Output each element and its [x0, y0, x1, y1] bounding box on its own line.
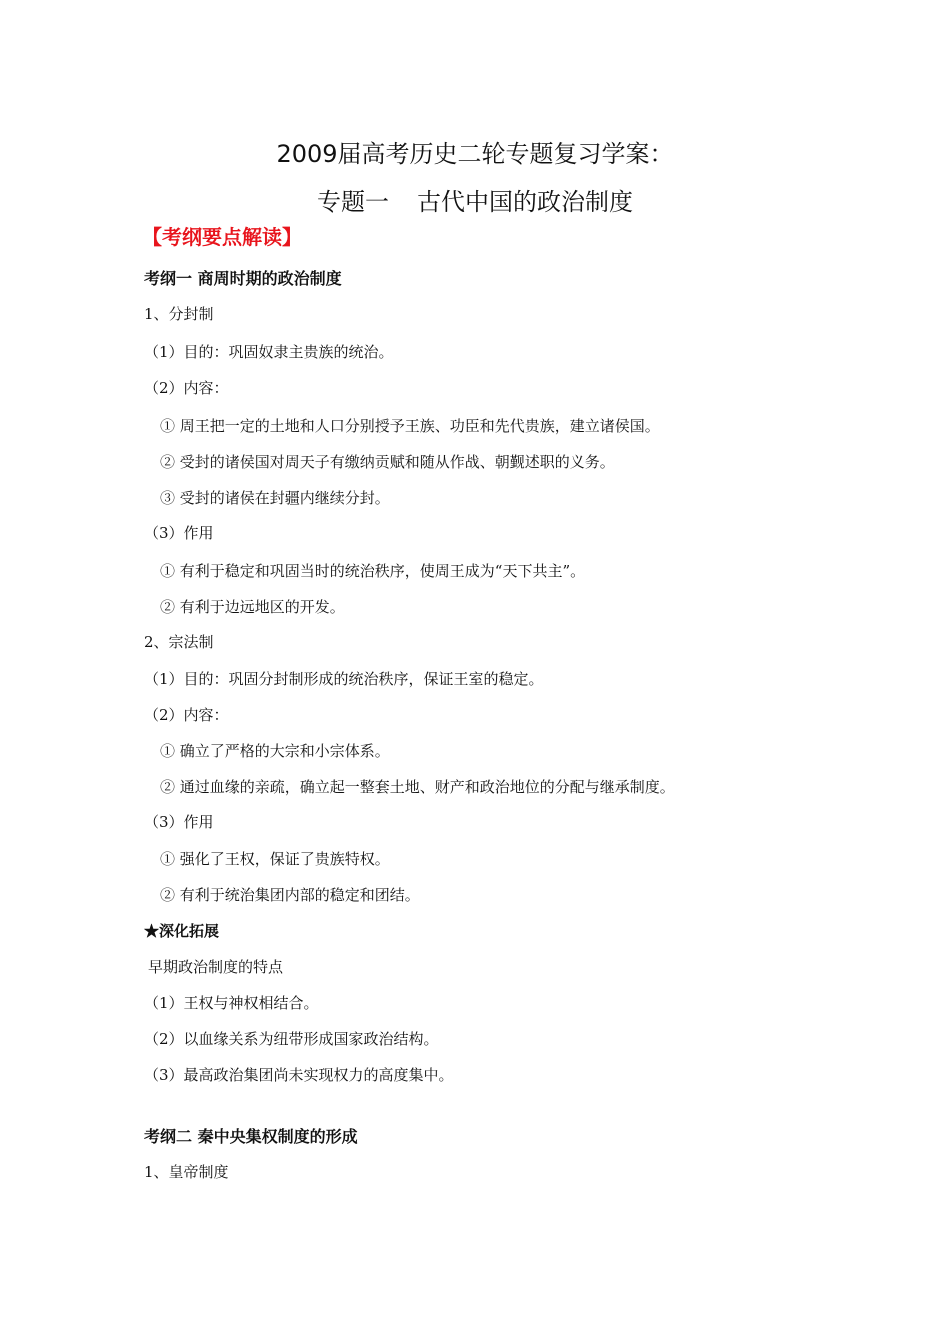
item2-purpose: （1）目的：巩固分封制形成的统治秩序，保证王室的稳定。 [144, 670, 544, 688]
item1-purpose: （1）目的：巩固奴隶主贵族的统治。 [144, 343, 394, 361]
section2-item1-title: 1、皇帝制度 [144, 1163, 229, 1181]
extension-point-1: （1）王权与神权相结合。 [144, 994, 319, 1012]
item2-content-label: （2）内容： [144, 706, 229, 724]
item2-effect-2: ② 有利于统治集团内部的稳定和团结。 [160, 886, 420, 904]
item2-effect-1: ① 强化了王权，保证了贵族特权。 [160, 850, 390, 868]
extension-point-3: （3）最高政治集团尚未实现权力的高度集中。 [144, 1066, 454, 1084]
item2-content-1: ① 确立了严格的大宗和小宗体系。 [160, 742, 390, 760]
doc-title-line1: 2009届高考历史二轮专题复习学案： [276, 140, 674, 168]
item2-content-2: ② 通过血缘的亲疏，确立起一整套土地、财产和政治地位的分配与继承制度。 [160, 778, 675, 796]
section2-heading: 考纲二 秦中央集权制度的形成 [144, 1127, 358, 1146]
item2-effect-label: （3）作用 [144, 813, 214, 831]
outline-header: 【考纲要点解读】 [142, 225, 302, 249]
topic-number: 专题一 [317, 188, 389, 216]
item1-content-label: （2）内容： [144, 379, 229, 397]
item1-effect-1: ① 有利于稳定和巩固当时的统治秩序，使周王成为“天下共主”。 [160, 562, 586, 580]
item1-content-1: ① 周王把一定的土地和人口分别授予王族、功臣和先代贵族，建立诸侯国。 [160, 417, 660, 435]
item1-content-3: ③ 受封的诸侯在封疆内继续分封。 [160, 489, 390, 507]
extension-point-2: （2）以血缘关系为纽带形成国家政治结构。 [144, 1030, 439, 1048]
extension-heading: ★深化拓展 [144, 922, 220, 940]
item1-content-2: ② 受封的诸侯国对周天子有缴纳贡赋和随从作战、朝觐述职的义务。 [160, 453, 615, 471]
item1-effect-label: （3）作用 [144, 524, 214, 542]
item2-title: 2、宗法制 [144, 633, 214, 651]
doc-title-line2 [0, 182, 950, 217]
extension-subtitle: 早期政治制度的特点 [148, 958, 284, 976]
item1-title: 1、分封制 [144, 305, 214, 323]
item1-effect-2: ② 有利于边远地区的开发。 [160, 598, 345, 616]
section1-heading: 考纲一 商周时期的政治制度 [144, 269, 342, 288]
topic-name: 古代中国的政治制度 [417, 188, 633, 216]
